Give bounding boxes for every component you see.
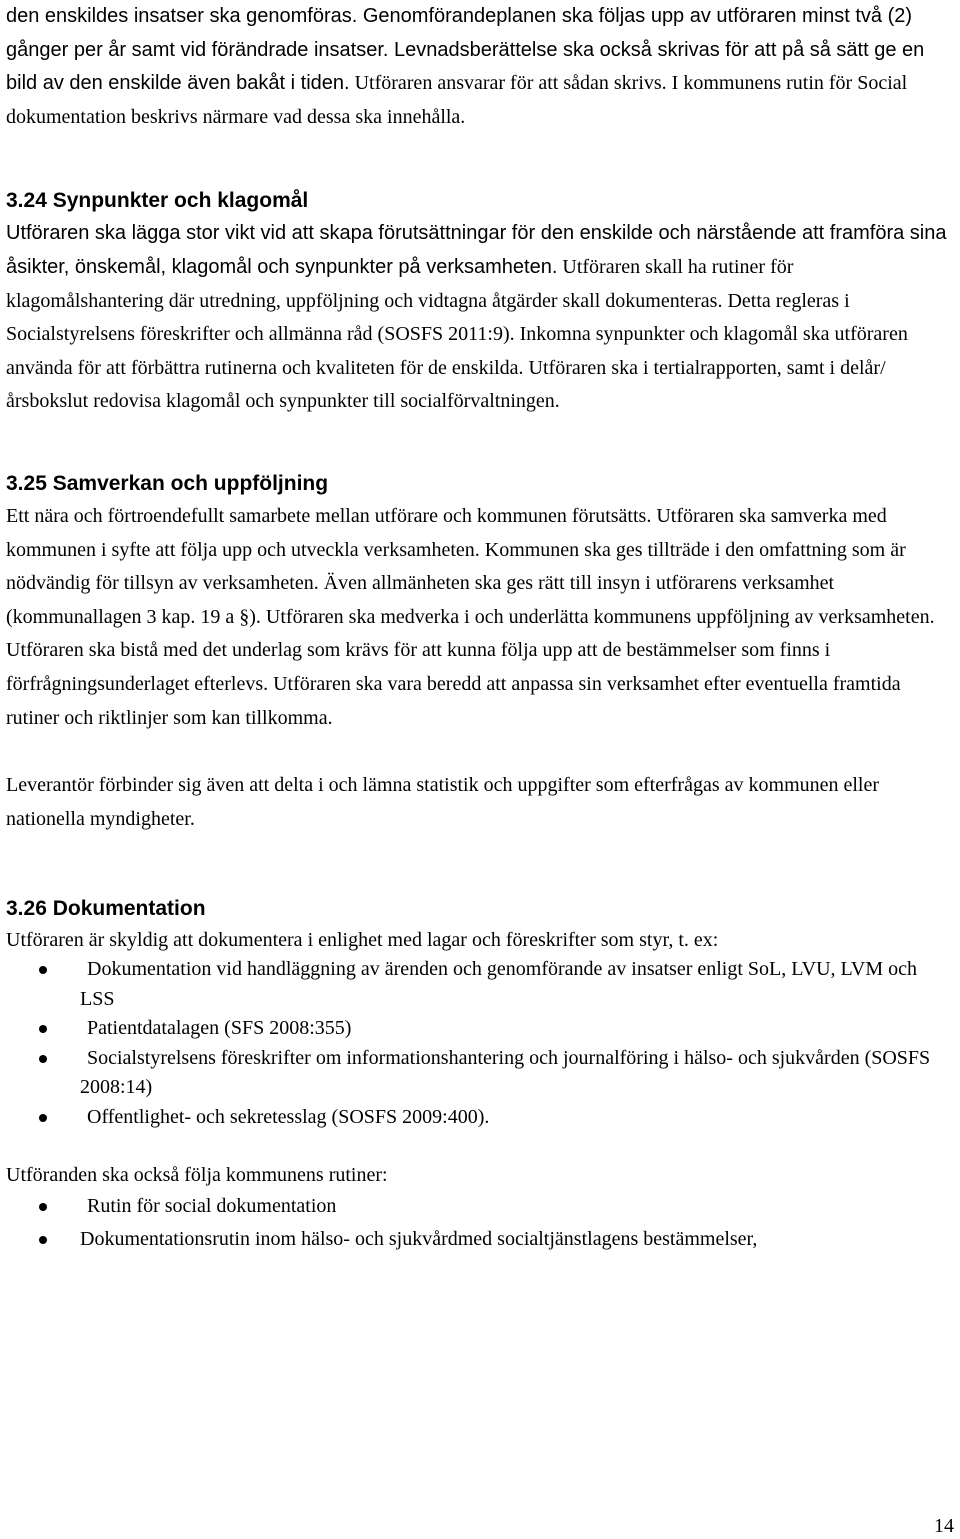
list-item-text: Offentlighet- och sekretesslag (SOSFS 2009:400). <box>87 1105 490 1128</box>
list-item <box>6 1014 956 1044</box>
section-325-heading: 3.25 Samverkan och uppföljning <box>6 471 329 495</box>
list-item-text: Patientdatalagen (SFS 2008:355) <box>87 1017 352 1040</box>
section-326-heading: 3.26 Dokumentation <box>6 897 206 921</box>
section-324-heading: 3.24 Synpunkter och klagomål <box>6 189 309 213</box>
section-324-paragraph <box>6 217 956 419</box>
list-item <box>6 1223 956 1256</box>
document-page <box>6 0 956 1256</box>
intro-paragraph <box>6 0 956 134</box>
list-item <box>6 1103 956 1133</box>
page-number: 14 <box>934 1515 954 1537</box>
list-item-text: Rutin för social dokumentation <box>87 1195 337 1218</box>
list-item <box>6 1044 956 1103</box>
section-324-sans-text: Utföraren ska lägga stor vikt vid att skapa förutsättningar för den enskilde och närstående att framföra sina åsikter, önskemål, klagomål och synpunkter på verksamheten. <box>6 222 947 278</box>
bullet-icon <box>39 1055 47 1063</box>
section-324-serif-text: Utföraren skall ha rutiner för klagomålshantering där utredning, uppföljning och vidtagna åtgärder skall dokumenteras. Detta regleras i Socialstyrelsens föreskrifter och allmänna råd (SOSFS 2011:9). Inkomna synpunkter och klagomål ska utföraren använda för att förbättra rutinerna och kvaliteten för de enskilda. Utföraren ska i tertialrapporten, samt i delår/årsbokslut redovisa klagomål och synpunkter till socialförvaltningen. <box>6 255 908 413</box>
list-item <box>6 1190 956 1223</box>
routines-intro: Utföranden ska också följa kommunens rutiner: <box>6 1164 388 1187</box>
list-item-text: Dokumentation vid handläggning av ärenden och genomförande av insatser enligt SoL, LVU, LVM och LSS <box>80 958 918 1010</box>
list-item-text: Socialstyrelsens föreskrifter om informationshantering och journalföring i hälso- och sjukvården (SOSFS 2008:14) <box>80 1046 931 1099</box>
bullet-icon <box>39 1025 47 1033</box>
section-326-intro: Utföraren är skyldig att dokumentera i enlighet med lagar och föreskrifter som styr, t. ex: <box>6 929 719 952</box>
bullet-icon <box>39 1114 47 1122</box>
documentation-law-list <box>6 955 956 1132</box>
intro-serif-text: Utföraren ansvarar för att sådan skrivs. I kommunens rutin för Social dokumentation beskrivs närmare vad dessa ska innehålla. <box>6 72 908 128</box>
bullet-icon <box>39 966 47 974</box>
intro-sans-text: den enskildes insatser ska genomföras. Genomförandeplanen ska följas upp av utföraren minst två (2) gånger per år samt vid förändrade insatser. Levnadsberättelse ska också skrivas för att på så sätt ge en bild av den enskilde även bakåt i tiden. <box>6 5 925 95</box>
section-325-paragraph-1: Ett nära och förtroendefullt samarbete mellan utförare och kommunen förutsätts. Utföraren ska samverka med kommunen i syfte att följa upp och utveckla verksamheten. Kommunen ska ges tillträde i den omfattning som är nödvändig för tillsyn av verksamheten. Även allmänheten ska ges rätt till insyn i utförarens verksamhet (kommunallagen 3 kap. 19 a §). Utföraren ska medverka i och underlätta kommunens uppföljning av verksamheten. Utföraren ska bistå med det underlag som krävs för att kunna följa upp att de bestämmelser som finns i förfrågningsunderlaget efterlevs. Utföraren ska vara beredd att anpassa sin verksamhet efter eventuella framtida rutiner och riktlinjer som kan tillkomma. <box>6 504 935 729</box>
bullet-icon <box>39 1203 47 1211</box>
section-325-paragraph-2: Leverantör förbinder sig även att delta i och lämna statistik och uppgifter som efterfrågas av kommunen eller nationella myndigheter. <box>6 774 880 830</box>
list-item-text: Dokumentationsrutin inom hälso- och sjukvårdmed socialtjänstlagens bestämmelser, <box>80 1228 758 1251</box>
list-item <box>6 955 956 1014</box>
municipal-routines-list <box>6 1190 956 1256</box>
bullet-icon <box>39 1236 47 1244</box>
